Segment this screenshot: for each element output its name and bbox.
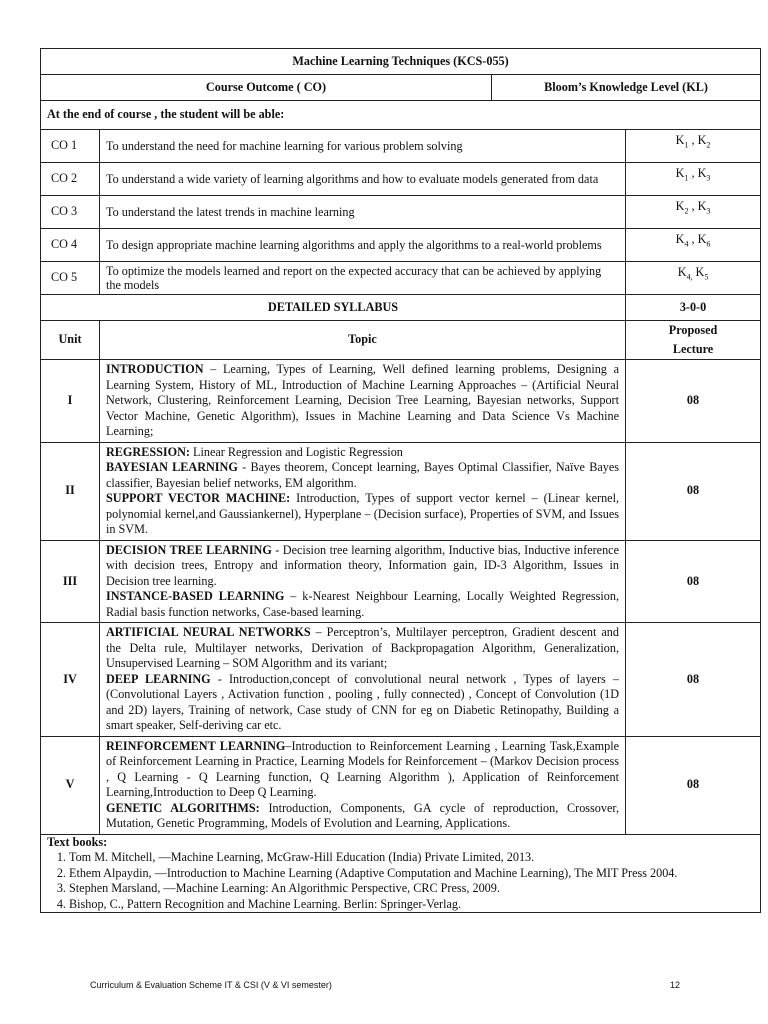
co-code: CO 2	[41, 163, 100, 196]
co-code: CO 4	[41, 229, 100, 262]
kl-kl-b-sub: 6	[706, 239, 711, 249]
co-description: To design appropriate machine learning algorithms and apply the algorithms to a real-world problems	[100, 229, 626, 262]
topic-details: Introduction, Types of support vector kernel – (Linear kernel, polynomial kernel,and Gaussiankernel), Hyperplane – (Decision surface), Properties of SVM, and Issues in SVM.	[106, 491, 623, 536]
kl-kl-sep: ,	[688, 199, 698, 213]
textbooks-list	[47, 850, 754, 912]
lecture-column-header	[626, 321, 761, 360]
topic-details: - Bayes theorem, Concept learning, Bayes Optimal Classifier, Naïve Bayes classifier, Bayesian belief networks, EM algorithm.	[106, 460, 623, 490]
topic-paragraph	[106, 671, 623, 734]
unit-row	[41, 360, 761, 443]
kl-kl-a-sub: 4,	[686, 272, 693, 282]
unit-topics	[100, 736, 626, 834]
kl-kl-a: K	[675, 166, 685, 180]
unit-number: III	[41, 540, 100, 623]
syllabus-page	[40, 48, 760, 913]
credits: 3-0-0	[626, 295, 761, 321]
lecture-header-line-1: Proposed	[668, 323, 718, 337]
unit-row	[41, 736, 761, 834]
topic-heading: ARTIFICIAL NEURAL NETWORKS	[106, 625, 311, 639]
kl-kl-b: K	[695, 265, 705, 279]
kl-kl-b: K	[697, 133, 707, 147]
page-number: 12	[670, 980, 681, 990]
footer-text: Curriculum & Evaluation Scheme IT & CSI (V & VI semester)	[90, 980, 332, 990]
topic-paragraph	[106, 800, 623, 832]
topic-heading: GENETIC ALGORITHMS:	[106, 800, 260, 815]
kl-kl-b: K	[697, 199, 707, 213]
unit-number: IV	[41, 623, 100, 737]
unit-lectures: 08	[626, 360, 761, 443]
topic-column-header: Topic	[100, 321, 626, 360]
unit-lectures: 08	[626, 540, 761, 623]
page-footer	[90, 980, 690, 990]
co-knowledge-level	[626, 163, 761, 196]
kl-kl-sep: ,	[688, 166, 698, 180]
kl-kl-a-sub: 4	[684, 239, 689, 249]
co-description: To optimize the models learned and report on the expected accuracy that can be achieved by applying the models	[100, 262, 626, 295]
unit-row	[41, 442, 761, 540]
topic-heading: BAYESIAN LEARNING	[106, 460, 238, 474]
kl-kl-a: K	[677, 265, 687, 279]
kl-kl-b-sub: 2	[706, 140, 711, 150]
unit-topics	[100, 442, 626, 540]
topic-heading: REGRESSION:	[106, 444, 190, 459]
topic-paragraph	[106, 738, 623, 801]
lecture-header-line-2: Lecture	[672, 342, 714, 356]
co-description: To understand the latest trends in machine learning	[100, 196, 626, 229]
detailed-syllabus-heading: DETAILED SYLLABUS	[41, 295, 626, 321]
textbooks-heading: Text books:	[47, 834, 108, 849]
topic-details: Linear Regression and Logistic Regression	[189, 444, 403, 459]
topic-heading: REINFORCEMENT LEARNING	[106, 738, 286, 753]
unit-row	[41, 623, 761, 737]
textbook-item: 1. Tom M. Mitchell, —Machine Learning, McGraw-Hill Education (India) Private Limited, 2013.	[69, 850, 754, 866]
kl-kl-a-sub: 1	[684, 140, 689, 150]
co-code: CO 1	[41, 130, 100, 163]
topic-paragraph	[106, 491, 623, 538]
topic-details: Introduction, Components, GA cycle of reproduction, Crossover, Mutation, Genetic Programming, Models of Evolution and Learning, Applications.	[106, 800, 623, 830]
co-knowledge-level	[626, 130, 761, 163]
co-description: To understand the need for machine learning for various problem solving	[100, 130, 626, 163]
unit-topics	[100, 623, 626, 737]
kl-kl-a-sub: 2	[684, 206, 689, 216]
topic-details: –Introduction to Reinforcement Learning , Learning Task,Example of Reinforcement Learning in Practice, Learning Models for Reinforcement – (Markov Decision process , Q Learning - Q Learning function, Q Learning Algorithm ), Application of Reinforcement Learning,Introduction to Deep Q Learning.	[106, 738, 623, 799]
topic-details: - Decision tree learning algorithm, Inductive bias, Inductive inference with decision trees, Entropy and information theory, Information gain, ID-3 Algorithm, Issues in Decision tree learning.	[106, 542, 623, 588]
kl-kl-b: K	[697, 232, 707, 246]
kl-kl-a: K	[675, 199, 685, 213]
topic-heading: DEEP LEARNING	[106, 671, 211, 686]
kl-kl-b-sub: 5	[704, 272, 709, 282]
unit-column-header: Unit	[41, 321, 100, 360]
topic-paragraph	[106, 542, 623, 590]
course-outcomes	[41, 130, 761, 295]
course-intro: At the end of course , the student will be able:	[41, 101, 761, 130]
topic-details: – Perceptron’s, Multilayer perceptron, Gradient descent and the Delta rule, Multilayer networks, Derivation of Backpropagation Algorithm, Generalization, Unsupervised Learning – SOM Algorithm and its variant;	[106, 625, 623, 670]
textbook-item: 3. Stephen Marsland, —Machine Learning: An Algorithmic Perspective, CRC Press, 2009.	[69, 881, 754, 897]
unit-lectures: 08	[626, 623, 761, 737]
topic-heading: DECISION TREE LEARNING	[106, 542, 272, 557]
course-outcome-heading: Course Outcome ( CO)	[41, 75, 492, 101]
topic-heading: INTRODUCTION	[106, 362, 204, 376]
unit-lectures: 08	[626, 736, 761, 834]
kl-kl-a: K	[675, 133, 685, 147]
topic-details: – Learning, Types of Learning, Well defined learning problems, Designing a Learning System, History of ML, Introduction of Machine Learning Approaches – (Artificial Neural Network, Clustering, Reinforcement Learning, Decision Tree Learning, Bayesian networks, Support Vector Machine, Genetic Algorithm), Issues in Machine Learning and Data Science Vs Machine Learning;	[106, 362, 623, 438]
topic-details: – k-Nearest Neighbour Learning, Locally Weighted Regression, Radial basis function networks, Case-based learning.	[106, 589, 623, 619]
kl-kl-sep: ,	[688, 232, 698, 246]
course-outcome-row	[41, 196, 761, 229]
textbook-item: 2. Ethem Alpaydin, —Introduction to Machine Learning (Adaptive Computation and Machine Learning), The MIT Press 2004.	[69, 866, 754, 882]
kl-kl-a: K	[675, 232, 685, 246]
topic-heading: SUPPORT VECTOR MACHINE:	[106, 491, 291, 505]
unit-topics	[100, 540, 626, 623]
textbooks-section	[41, 834, 761, 913]
topic-paragraph	[106, 589, 623, 620]
kl-kl-b: K	[697, 166, 707, 180]
kl-kl-a-sub: 1	[684, 173, 689, 183]
course-title: Machine Learning Techniques (KCS-055)	[41, 49, 761, 75]
co-knowledge-level	[626, 262, 761, 295]
kl-kl-b-sub: 3	[706, 206, 711, 216]
unit-number: II	[41, 442, 100, 540]
unit-number: V	[41, 736, 100, 834]
unit-lectures: 08	[626, 442, 761, 540]
co-code: CO 3	[41, 196, 100, 229]
topic-paragraph	[106, 625, 623, 672]
topic-paragraph	[106, 460, 623, 491]
course-outcome-row	[41, 130, 761, 163]
course-outcome-row	[41, 262, 761, 295]
textbook-item: 4. Bishop, C., Pattern Recognition and Machine Learning. Berlin: Springer-Verlag.	[69, 897, 754, 913]
knowledge-level-heading: Bloom’s Knowledge Level (KL)	[492, 75, 761, 101]
co-knowledge-level	[626, 229, 761, 262]
topic-paragraph	[106, 445, 619, 461]
topic-details: - Introduction,concept of convolutional neural network , Types of layers – (Convolutional Layers , Activation function , pooling , fully connected) , Concept of Convolution (1D and 2D) layers, Training of network, Case study of CNN for eg on Diabetic Retinopathy, Building a smart speaker, Self-deriving car etc.	[106, 671, 623, 732]
kl-kl-b-sub: 3	[706, 173, 711, 183]
unit-number: I	[41, 360, 100, 443]
topic-paragraph	[106, 362, 623, 440]
topic-heading: INSTANCE-BASED LEARNING	[106, 589, 285, 603]
syllabus-table	[40, 48, 761, 913]
co-knowledge-level	[626, 196, 761, 229]
unit-row	[41, 540, 761, 623]
unit-topics	[100, 360, 626, 443]
co-code: CO 5	[41, 262, 100, 295]
co-description: To understand a wide variety of learning algorithms and how to evaluate models generated from data	[100, 163, 626, 196]
syllabus-units	[41, 360, 761, 835]
kl-kl-sep: ,	[688, 133, 698, 147]
course-outcome-row	[41, 163, 761, 196]
course-outcome-row	[41, 229, 761, 262]
